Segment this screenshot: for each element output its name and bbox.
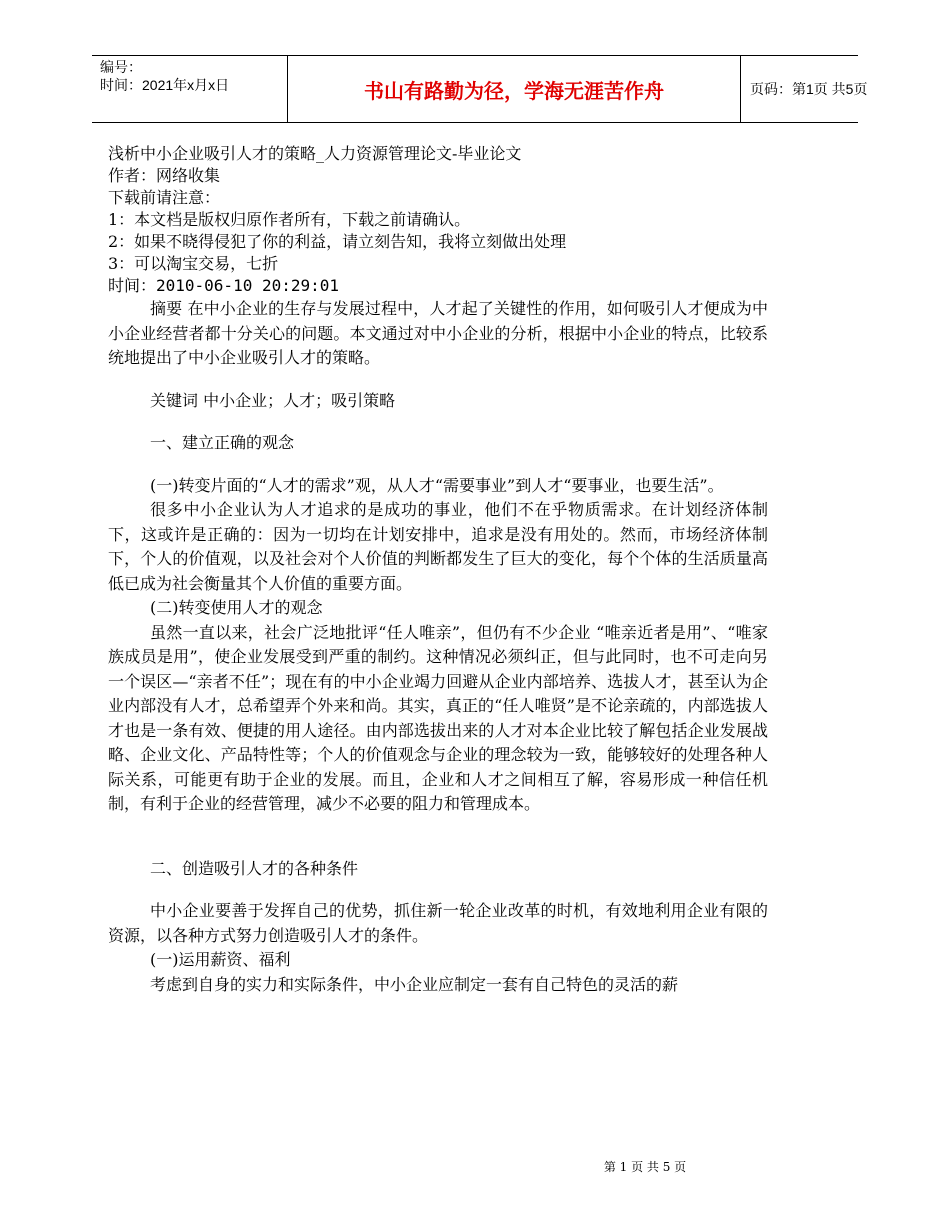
notice-heading: 下载前请注意： [108,188,221,207]
time-label: 时间：2021年x月x日 [100,77,230,93]
notice-item-2: 2：如果不晓得侵犯了你的利益，请立刻告知，我将立刻做出处理 [108,232,567,251]
section-2-heading: 二、创造吸引人才的各种条件 [150,858,359,878]
doc-title: 浅析中小企业吸引人才的策略_人力资源管理论文-毕业论文 [108,144,522,163]
section-2-sub-1: (一)运用薪资、福利 [150,950,291,969]
document-body [108,143,768,997]
doc-author: 作者：网络收集 [108,166,221,185]
abstract-paragraph: 摘要 在中小企业的生存与发展过程中，人才起了关键性的作用，如何吸引人才便成为中小企业经营者都十分关心的问题。本文通过对中小企业的分析，根据中小企业的特点，比较系统地提出了中小企业吸引人才的策略。 [108,299,768,367]
page-header [92,55,868,123]
section-1-heading: 一、建立正确的观念 [150,433,295,452]
keywords-line: 关键词 中小企业；人才；吸引策略 [150,390,396,410]
header-left-cell [92,56,287,122]
section-1-paragraph-1: 很多中小企业认为人才追求的是成功的事业，他们不在乎物质需求。在计划经济体制下，这或许是正确的：因为一切均在计划安排中，追求是没有用处的。然而，市场经济体制下，个人的价值观，以及社会对个人价值的判断都发生了巨大的变化，每个个体的生活质量高低已成为社会衡量其个人价值的重要方面。 [108,500,768,593]
page-footer: 第 1 页 共 5 页 [603,1160,687,1174]
section-2-paragraph-1: 中小企业要善于发挥自己的优势，抓住新一轮企业改革的时机，有效地利用企业有限的资源，以各种方式努力创造吸引人才的条件。 [108,901,768,945]
section-1-sub-1: (一)转变片面的“人才的需求”观，从人才“需要事业”到人才“要事业，也要生活”。 [150,475,724,495]
notice-item-1: 1：本文档是版权归原作者所有，下载之前请确认。 [108,210,471,229]
section-2-paragraph-2: 考虑到自身的实力和实际条件，中小企业应制定一套有自己特色的灵活的薪 [150,974,679,994]
notice-item-3: 3：可以淘宝交易，七折 [108,254,279,273]
section-1-sub-2: (二)转变使用人才的观念 [150,598,323,617]
motto: 书山有路勤为径，学海无涯苦作舟 [287,56,741,122]
number-label: 编号： [100,59,142,75]
doc-time: 时间：2010-06-10 20:29:01 [108,276,340,295]
page-info: 页码：第1页 共5页 [750,81,868,97]
section-1-paragraph-2: 虽然一直以来，社会广泛地批评“任人唯亲”，但仍有不少企业 “唯亲近者是用”、“唯家族成员是用”，使企业发展受到严重的制约。这种情况必须纠正，但与此同时，也不可走向另一个误区—“亲者不任”；现在有的中小企业竭力回避从企业内部培养、选拔人才，甚至认为企业内部没有人才，总希望弄个外来和尚。其实，真正的“任人唯贤”是不论亲疏的，内部选拔人才也是一条有效、便捷的用人途径。由内部选拔出来的人才对本企业比较了解包括企业发展战略、企业文化、产品特性等；个人的价值观念与企业的理念较为一致，能够较好的处理各种人际关系，可能更有助于企业的发展。而且，企业和人才之间相互了解，容易形成一种信任机制，有利于企业的经营管理，减少不必要的阻力和管理成本。 [108,622,768,813]
